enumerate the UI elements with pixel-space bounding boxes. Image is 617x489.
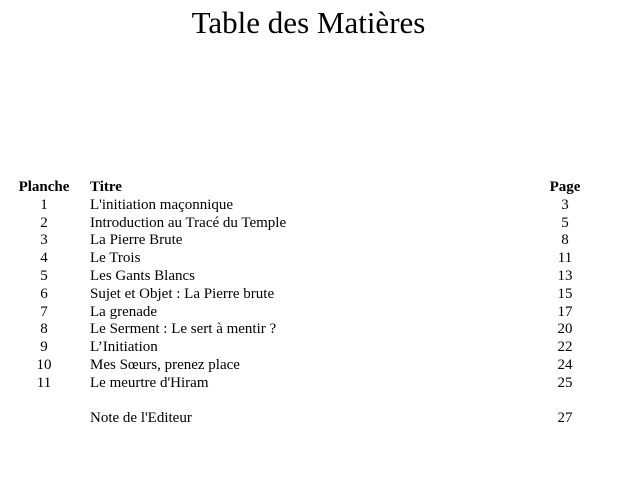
entry-title: La grenade bbox=[90, 303, 158, 320]
header-planche: Planche bbox=[18, 179, 70, 195]
toc-row bbox=[0, 375, 617, 393]
entry-number: 5 bbox=[40, 267, 48, 284]
toc-row bbox=[0, 286, 617, 304]
toc-spacer bbox=[0, 393, 617, 411]
entry-number: 1 bbox=[40, 196, 48, 213]
entry-number: 4 bbox=[40, 250, 48, 267]
entry-title: Introduction au Tracé du Temple bbox=[90, 214, 287, 231]
entry-number: 9 bbox=[40, 339, 48, 356]
entry-page: 8 bbox=[561, 232, 569, 249]
toc-row bbox=[0, 304, 617, 322]
toc-row bbox=[0, 250, 617, 268]
entry-page: 24 bbox=[557, 356, 573, 373]
entry-number: 7 bbox=[40, 303, 48, 320]
page-title: Table des Matières bbox=[191, 5, 426, 40]
entry-page: 3 bbox=[561, 196, 569, 213]
entry-title: Le meurtre d'Hiram bbox=[90, 374, 209, 391]
toc-row bbox=[0, 215, 617, 233]
entry-title: Le Serment : Le sert à mentir ? bbox=[90, 321, 277, 338]
header-page: Page bbox=[549, 179, 581, 195]
entry-number: 8 bbox=[40, 321, 48, 338]
entry-title: La Pierre Brute bbox=[90, 232, 183, 249]
toc-row bbox=[0, 268, 617, 286]
entry-number: 2 bbox=[40, 214, 48, 231]
toc-note-row bbox=[0, 410, 617, 428]
entry-page: 25 bbox=[557, 374, 573, 391]
entry-page: 11 bbox=[557, 250, 573, 267]
entry-number: 10 bbox=[36, 356, 52, 373]
entry-number: 3 bbox=[40, 232, 48, 249]
entry-page: 13 bbox=[557, 267, 573, 284]
toc-header-row bbox=[0, 179, 617, 197]
toc-row bbox=[0, 321, 617, 339]
toc-row bbox=[0, 232, 617, 250]
entry-number: 6 bbox=[40, 285, 48, 302]
entry-page: 20 bbox=[557, 321, 573, 338]
entry-title: Les Gants Blancs bbox=[90, 267, 195, 284]
toc-row bbox=[0, 197, 617, 215]
note-title: Note de l'Editeur bbox=[90, 410, 192, 427]
entry-title: Sujet et Objet : La Pierre brute bbox=[90, 285, 275, 302]
entry-title: Mes Sœurs, prenez place bbox=[90, 356, 240, 373]
header-titre: Titre bbox=[90, 179, 122, 195]
toc-row bbox=[0, 357, 617, 375]
table-of-contents bbox=[0, 179, 617, 428]
entry-page: 15 bbox=[557, 285, 573, 302]
entry-title: Le Trois bbox=[90, 250, 141, 267]
entry-number: 11 bbox=[36, 374, 52, 391]
entry-page: 17 bbox=[557, 303, 573, 320]
toc-row bbox=[0, 339, 617, 357]
entry-page: 5 bbox=[561, 214, 569, 231]
entry-page: 22 bbox=[557, 339, 573, 356]
entry-title: L’Initiation bbox=[90, 339, 158, 356]
entry-title: L'initiation maçonnique bbox=[90, 196, 234, 213]
note-page: 27 bbox=[557, 410, 573, 427]
